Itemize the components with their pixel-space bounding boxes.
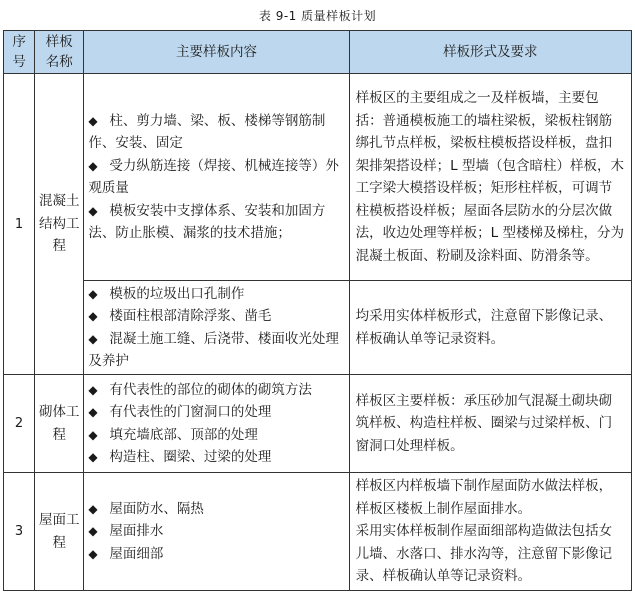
bullet-icon: ◆: [88, 427, 98, 442]
item-text: 混凝土施工缝、后浇带、楼面收光处理及养护: [88, 330, 339, 369]
list-item: [88, 498, 344, 521]
header-form: 样板形式及要求: [349, 31, 631, 74]
table-row: [4, 281, 632, 375]
list-item: [88, 155, 344, 200]
table-caption: 表 9-1 质量样板计划: [258, 9, 377, 23]
bullet-icon: ◆: [88, 309, 98, 323]
row-form: 样板区的主要组成之一及样板墙，主要包括：普通模板施工的墙柱梁板，梁板柱钢筋绑扎节点样板，梁板柱模板搭设样板，盘扣架排架搭设样；L 型墙（包含暗柱）样板，木工字梁大模搭设样板；矩形柱样板，可调节柱模板搭设样板；屋面各层防水的分层次做法，收边处理等样板；L 型楼梯及梯柱，分为混凝土板面、粉刷及涂料面、防滑条等。: [349, 74, 631, 281]
bullet-icon: ◆: [88, 524, 98, 539]
header-content: 主要样板内容: [84, 31, 349, 74]
list-item: [88, 110, 344, 155]
table-row: [4, 74, 632, 281]
item-text: 柱、剪力墙、梁、板、楼梯等钢筋制作、安装、固定: [88, 112, 326, 151]
list-item: [88, 543, 344, 566]
table-row: [4, 473, 632, 591]
header-name: 样板名称: [35, 31, 84, 74]
row-no: 2: [4, 375, 35, 473]
quality-sample-plan-table: [3, 30, 632, 591]
bullet-icon: ◆: [88, 546, 98, 561]
list-item: [88, 446, 344, 469]
item-text: 有代表性的部位的砌体的砌筑方法: [109, 381, 312, 398]
item-text: 屋面细部: [109, 545, 164, 562]
bullet-icon: ◆: [88, 158, 98, 173]
row-name: 混凝土结构工程: [35, 74, 84, 375]
form-paragraph: 样板区内样板墙下制作屋面防水做法样板，样板区楼板上制作屋面排水。: [355, 478, 613, 517]
row-content: [84, 74, 349, 281]
item-text: 有代表性的门窗洞口的处理: [109, 404, 272, 420]
row-no: 1: [4, 74, 35, 375]
bullet-icon: ◆: [88, 382, 98, 397]
item-text: 受力纵筋连接（焊接、机械连接等）外观质量: [88, 157, 339, 196]
item-text: 模板安装中支撑体系、安装和加固方法、防止胀模、漏浆的技术措施；: [88, 202, 326, 241]
row-content: [84, 473, 349, 591]
bullet-icon: ◆: [88, 405, 98, 419]
row-no: 3: [4, 473, 35, 591]
header-no: 序号: [4, 31, 35, 74]
item-text: 模板的垃圾出口孔制作: [109, 285, 245, 302]
bullet-icon: ◆: [88, 501, 98, 516]
form-paragraph: 采用实体样板制作屋面细部构造做法包括女儿墙、水落口、排水沟等，注意留下影像记录、样板确认单等记录资料。: [355, 523, 613, 585]
bullet-icon: ◆: [88, 286, 98, 301]
list-item: [88, 200, 344, 245]
item-text: 屋面防水、隔热: [109, 500, 204, 517]
row-name: 屋面工程: [35, 473, 84, 591]
row-form: 均采用实体样板形式，注意留下影像记录、样板确认单等记录资料。: [349, 281, 631, 375]
list-item: [88, 305, 344, 328]
item-text: 填充墙底部、顶部的处理: [109, 426, 258, 443]
list-item: [88, 283, 344, 306]
row-name: 砌体工程: [35, 375, 84, 473]
bullet-icon: ◆: [88, 113, 98, 128]
item-text: 楼面柱根部清除浮浆、凿毛: [109, 308, 272, 324]
table-row: [4, 375, 632, 473]
bullet-icon: ◆: [88, 450, 98, 464]
row-content: [84, 375, 349, 473]
item-text: 构造柱、圈梁、过梁的处理: [109, 449, 272, 465]
row-form: [349, 473, 631, 591]
bullet-icon: ◆: [88, 331, 98, 346]
list-item: [88, 401, 344, 424]
item-text: 屋面排水: [109, 523, 164, 540]
bullet-icon: ◆: [88, 203, 98, 218]
list-item: [88, 379, 344, 402]
row-content: [84, 281, 349, 375]
table-header-row: [4, 31, 632, 74]
list-item: [88, 328, 344, 373]
list-item: [88, 424, 344, 447]
row-form: 样板区主要样板：承压砂加气混凝土砌块砌筑样板、构造柱样板、圈梁与过梁样板、门窗洞口处理样板。: [349, 375, 631, 473]
list-item: [88, 520, 344, 543]
